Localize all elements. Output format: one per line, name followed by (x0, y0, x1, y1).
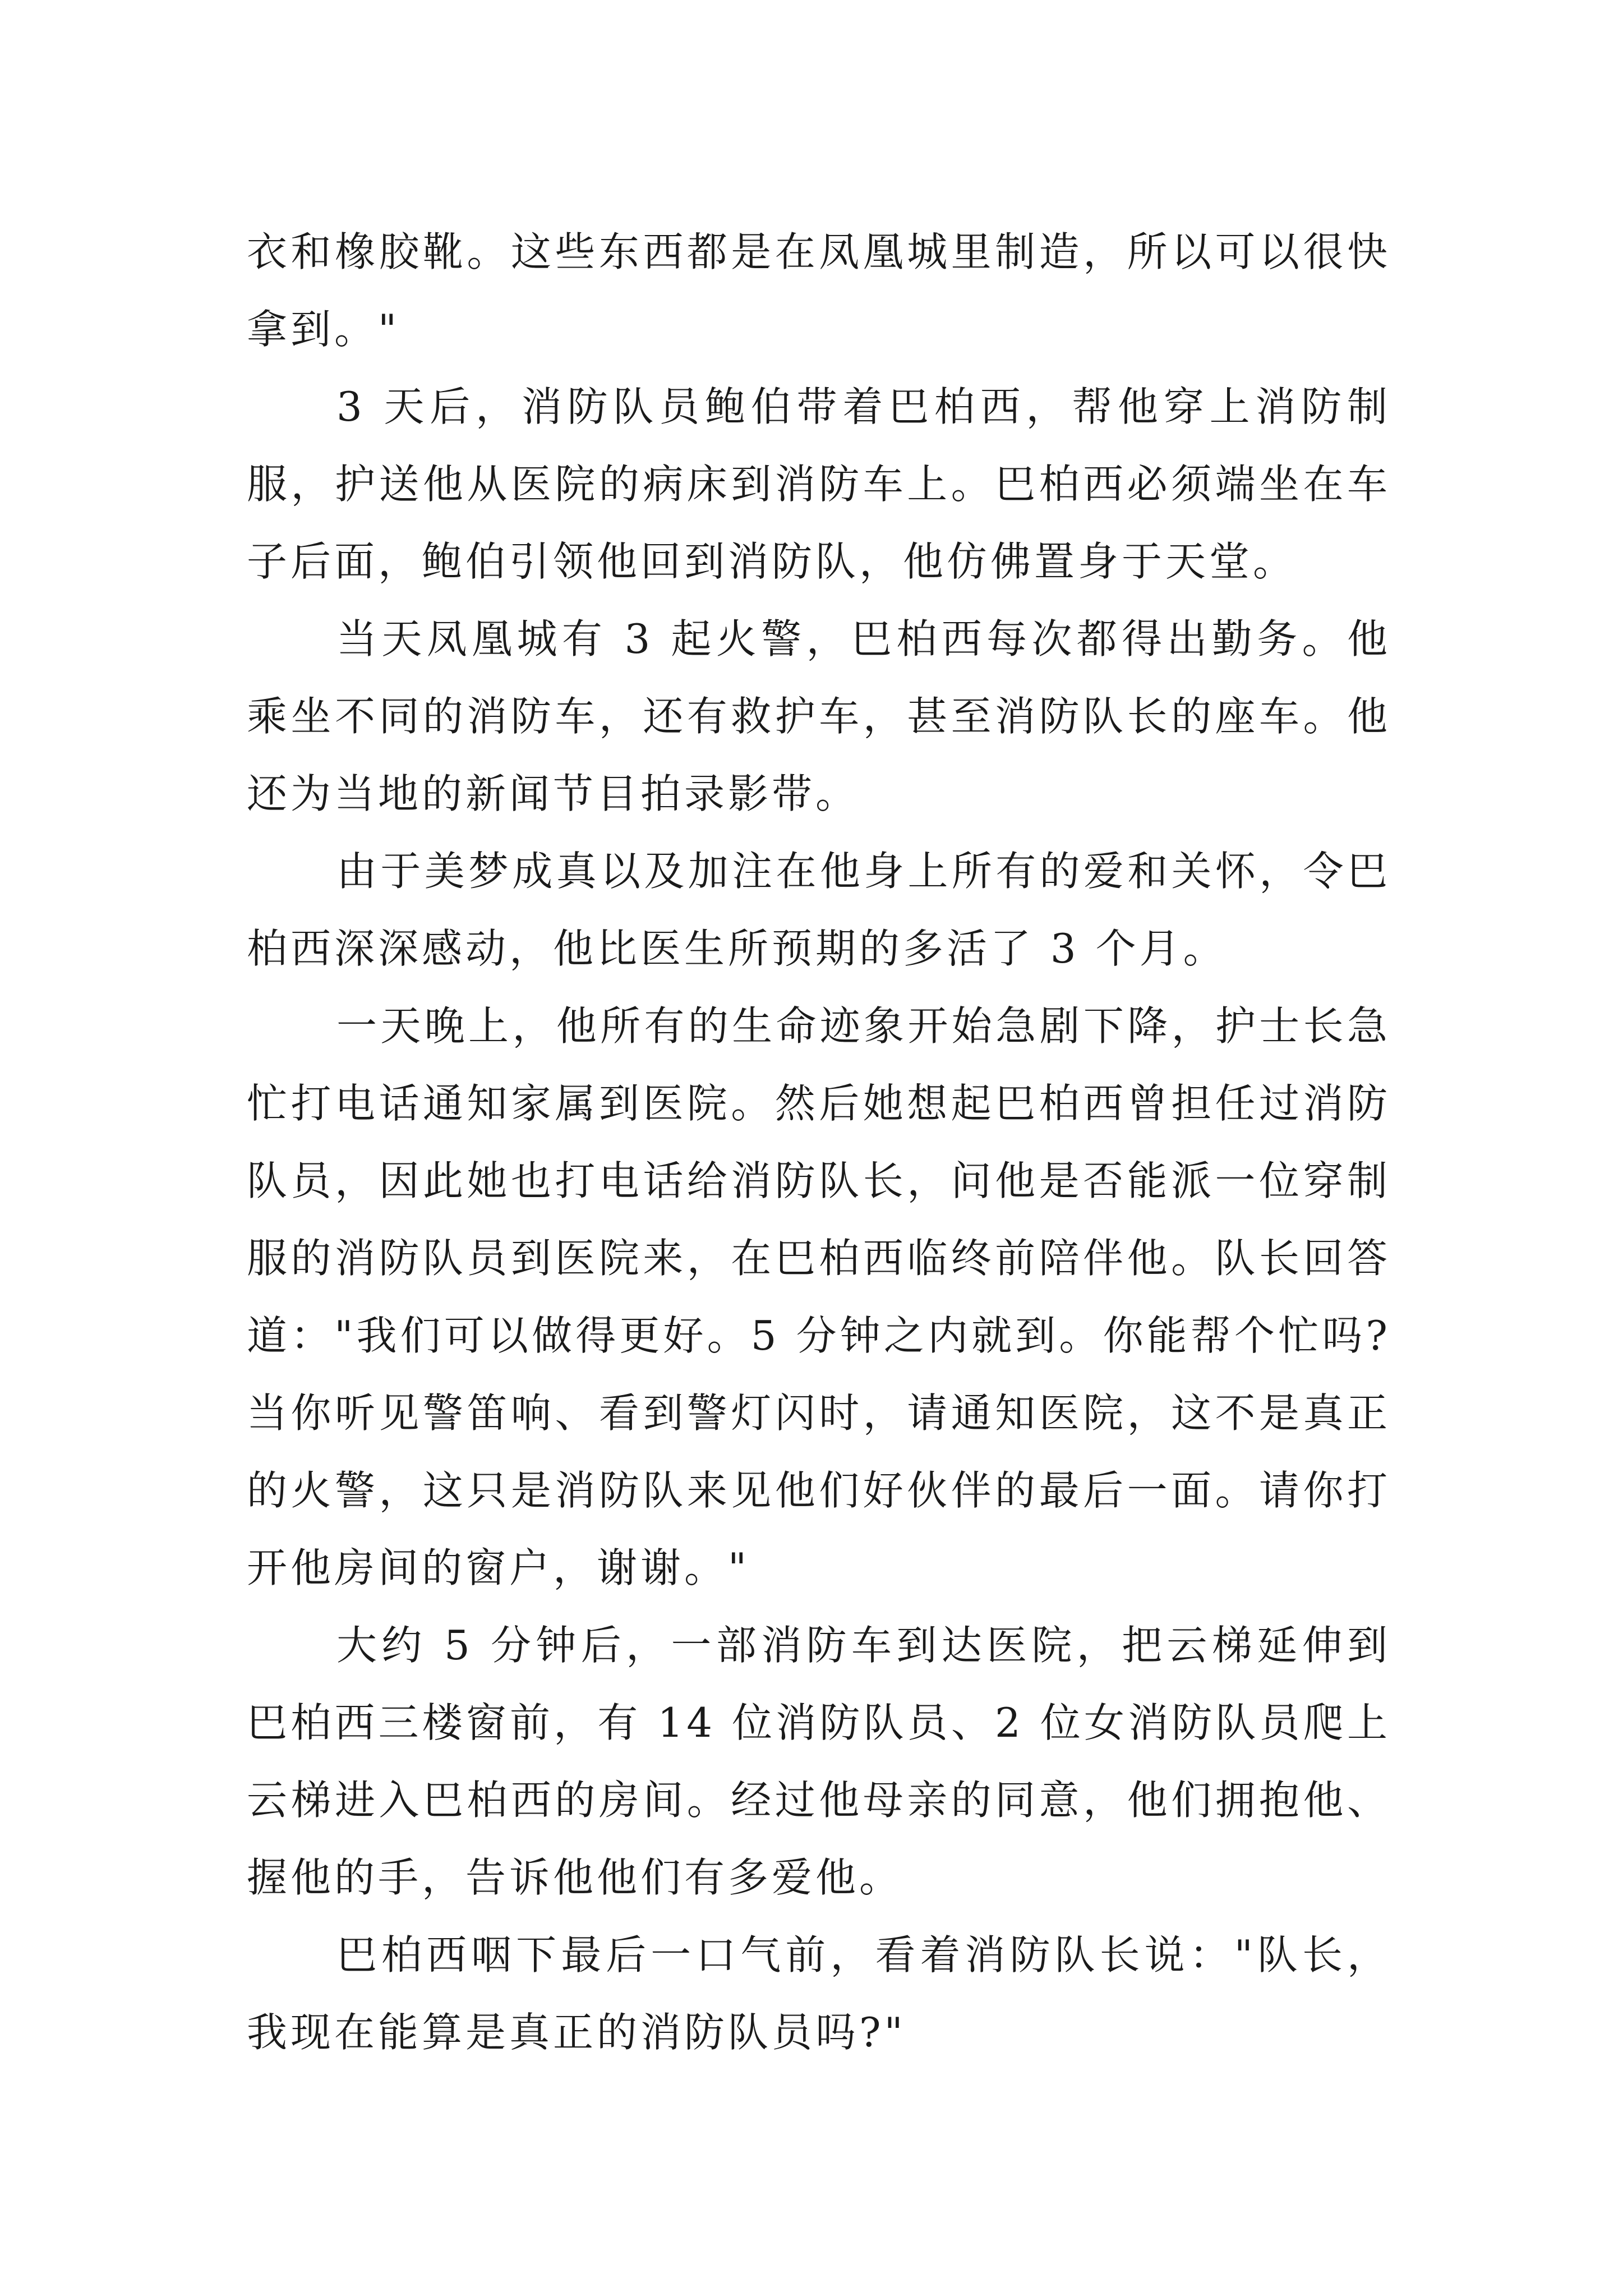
paragraph-6: 大约 5 分钟后，一部消防车到达医院，把云梯延伸到巴柏西三楼窗前，有 14 位消防队员、2 位女消防队员爬上云梯进入巴柏西的房间。经过他母亲的同意，他们拥抱他、握他的手，告诉他他们有多爱他。 (247, 1622, 1391, 1901)
body-text (247, 213, 1391, 2071)
paragraph-2: 3 天后，消防队员鲍伯带着巴柏西，帮他穿上消防制服，护送他从医院的病床到消防车上。巴柏西必须端坐在车子后面，鲍伯引领他回到消防队，他仿佛置身于天堂。 (247, 383, 1391, 585)
paragraph-3: 当天凤凰城有 3 起火警，巴柏西每次都得出勤务。他乘坐不同的消防车，还有救护车，甚至消防队长的座车。他还为当地的新闻节目拍录影带。 (247, 615, 1391, 817)
paragraph-5: 一天晚上，他所有的生命迹象开始急剧下降，护士长急忙打电话通知家属到医院。然后她想起巴柏西曾担任过消防队员，因此她也打电话给消防队长，问他是否能派一位穿制服的消防队员到医院来，在巴柏西临终前陪伴他。队长回答道："我们可以做得更好。5 分钟之内就到。你能帮个忙吗?当你听见警笛响、看到警灯闪时，请通知医院，这不是真正的火警，这只是消防队来见他们好伙伴的最后一面。请你打开他房间的窗户，谢谢。" (247, 1002, 1391, 1591)
paragraph-7: 巴柏西咽下最后一口气前，看着消防队长说："队长，我现在能算是真正的消防队员吗?" (247, 1931, 1391, 2056)
paragraph-4: 由于美梦成真以及加注在他身上所有的爱和关怀，令巴柏西深深感动，他比医生所预期的多活了 3 个月。 (247, 848, 1391, 972)
paragraph-1: 衣和橡胶靴。这些东西都是在凤凰城里制造，所以可以很快拿到。" (247, 228, 1391, 353)
